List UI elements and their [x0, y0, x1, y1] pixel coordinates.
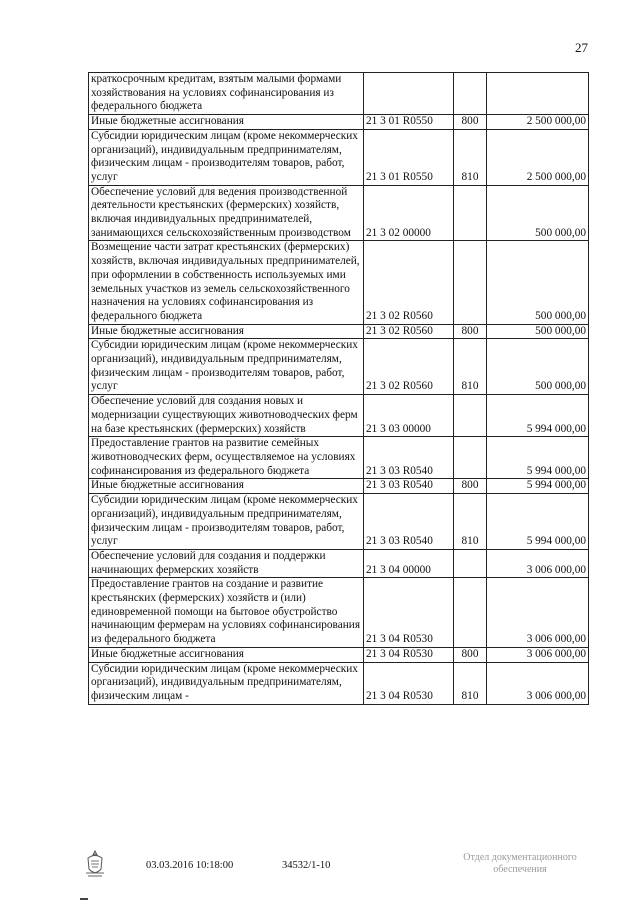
- row-code-cell: 21 3 03 R0540: [364, 479, 454, 494]
- row-type-cell: 810: [454, 662, 487, 704]
- table-row: [89, 73, 589, 115]
- budget-table-body: [89, 73, 589, 705]
- table-row: [89, 479, 589, 494]
- row-code-cell: 21 3 03 00000: [364, 395, 454, 437]
- row-amount-cell: [487, 73, 589, 115]
- table-row: [89, 115, 589, 130]
- row-code-cell: 21 3 04 R0530: [364, 647, 454, 662]
- row-amount-cell: 500 000,00: [487, 185, 589, 241]
- row-amount-cell: 5 994 000,00: [487, 479, 589, 494]
- row-amount-cell: 3 006 000,00: [487, 662, 589, 704]
- row-code-cell: 21 3 02 R0560: [364, 241, 454, 324]
- footer-datetime: 03.03.2016 10:18:00: [146, 860, 234, 871]
- row-amount-cell: 5 994 000,00: [487, 395, 589, 437]
- budget-table: [88, 72, 589, 705]
- row-name-cell: Субсидии юридическим лицам (кроме некоммерческих организаций), индивидуальным предпринимателям, физическим лицам - производителям товаров, работ, услуг: [89, 494, 364, 550]
- row-type-cell: 800: [454, 324, 487, 339]
- row-name-cell: краткосрочным кредитам, взятым малыми формами хозяйствования на условиях софинансирования из федерального бюджета: [89, 73, 364, 115]
- row-type-cell: [454, 185, 487, 241]
- row-type-cell: 800: [454, 647, 487, 662]
- row-code-cell: 21 3 04 R0530: [364, 578, 454, 648]
- table-row: [89, 662, 589, 704]
- row-amount-cell: 500 000,00: [487, 241, 589, 324]
- table-row: [89, 185, 589, 241]
- footer-office-line-1: Отдел документационного: [463, 852, 577, 863]
- row-name-cell: Иные бюджетные ассигнования: [89, 115, 364, 130]
- row-name-cell: Предоставление грантов на создание и развитие крестьянских (фермерских) хозяйств и (или) единовременной помощи на бытовое обустройство начинающим фермерам на условиях софинансирования из федерального бюджета: [89, 578, 364, 648]
- row-amount-cell: 500 000,00: [487, 339, 589, 395]
- table-row: [89, 578, 589, 648]
- row-code-cell: 21 3 04 R0530: [364, 662, 454, 704]
- row-amount-cell: 3 006 000,00: [487, 578, 589, 648]
- row-name-cell: Иные бюджетные ассигнования: [89, 324, 364, 339]
- footer-office-stamp: [450, 852, 590, 876]
- row-name-cell: Обеспечение условий для создания и поддержки начинающих фермерских хозяйств: [89, 549, 364, 577]
- row-name-cell: Возмещение части затрат крестьянских (фермерских) хозяйств, включая индивидуальных предпринимателей, при оформлении в собственность используемых ими земельных участков из земель сельскохозяйственного назначения на условиях софинансирования из федерального бюджета: [89, 241, 364, 324]
- row-name-cell: Обеспечение условий для создания новых и модернизации существующих животноводческих ферм на базе крестьянских (фермерских) хозяйств: [89, 395, 364, 437]
- row-type-cell: [454, 578, 487, 648]
- row-name-cell: Субсидии юридическим лицам (кроме некоммерческих организаций), индивидуальным предпринимателям, физическим лицам - производителям товаров, работ, услуг: [89, 129, 364, 185]
- row-type-cell: 810: [454, 339, 487, 395]
- table-row: [89, 549, 589, 577]
- row-type-cell: [454, 73, 487, 115]
- table-row: [89, 129, 589, 185]
- row-code-cell: 21 3 03 R0540: [364, 494, 454, 550]
- row-name-cell: Иные бюджетные ассигнования: [89, 479, 364, 494]
- row-code-cell: 21 3 02 00000: [364, 185, 454, 241]
- row-code-cell: 21 3 01 R0550: [364, 115, 454, 130]
- row-code-cell: 21 3 01 R0550: [364, 129, 454, 185]
- row-type-cell: 800: [454, 479, 487, 494]
- row-code-cell: 21 3 02 R0560: [364, 339, 454, 395]
- row-name-cell: Обеспечение условий для ведения производственной деятельности крестьянских (фермерских) хозяйств, включая индивидуальных предпринимателей, занимающихся сельскохозяйственным производством: [89, 185, 364, 241]
- row-name-cell: Субсидии юридическим лицам (кроме некоммерческих организаций), индивидуальным предпринимателям, физическим лицам - производителям товаров, работ, услуг: [89, 339, 364, 395]
- row-amount-cell: 2 500 000,00: [487, 129, 589, 185]
- row-amount-cell: 3 006 000,00: [487, 647, 589, 662]
- footer-doc-code: 34532/1-10: [282, 860, 331, 871]
- row-amount-cell: 3 006 000,00: [487, 549, 589, 577]
- row-code-cell: 21 3 03 R0540: [364, 437, 454, 479]
- row-type-cell: [454, 549, 487, 577]
- row-type-cell: 810: [454, 129, 487, 185]
- row-type-cell: [454, 395, 487, 437]
- row-amount-cell: 500 000,00: [487, 324, 589, 339]
- table-row: [89, 324, 589, 339]
- page-number: 27: [575, 40, 588, 55]
- row-code-cell: [364, 73, 454, 115]
- row-name-cell: Иные бюджетные ассигнования: [89, 647, 364, 662]
- table-row: [89, 339, 589, 395]
- table-row: [89, 241, 589, 324]
- row-type-cell: [454, 437, 487, 479]
- row-name-cell: Субсидии юридическим лицам (кроме некоммерческих организаций), индивидуальным предпринимателям, физическим лицам -: [89, 662, 364, 704]
- footer-office-line-2: обеспечения: [493, 864, 547, 875]
- row-amount-cell: 2 500 000,00: [487, 115, 589, 130]
- row-type-cell: [454, 241, 487, 324]
- table-row: [89, 395, 589, 437]
- table-row: [89, 647, 589, 662]
- row-type-cell: 800: [454, 115, 487, 130]
- row-amount-cell: 5 994 000,00: [487, 494, 589, 550]
- row-name-cell: Предоставление грантов на развитие семейных животноводческих ферм, осуществляемое на условиях софинансирования из федерального бюджета: [89, 437, 364, 479]
- row-type-cell: 810: [454, 494, 487, 550]
- row-code-cell: 21 3 04 00000: [364, 549, 454, 577]
- margin-mark: [80, 898, 88, 900]
- table-row: [89, 437, 589, 479]
- row-amount-cell: 5 994 000,00: [487, 437, 589, 479]
- row-code-cell: 21 3 02 R0560: [364, 324, 454, 339]
- table-row: [89, 494, 589, 550]
- coat-of-arms-icon: [84, 849, 106, 879]
